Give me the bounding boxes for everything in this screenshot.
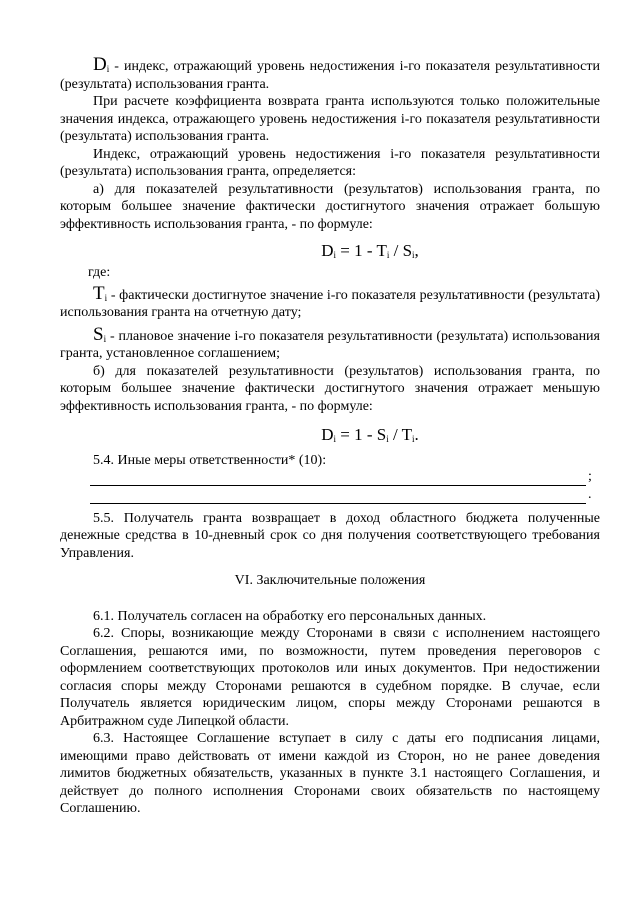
section-6 [60, 572, 600, 818]
s-definition-text: - плановое значение i-го показателя результативности (результата) использования гранта, установленное соглашением; [60, 328, 600, 361]
section-6-heading: VI. Заключительные положения [234, 573, 426, 588]
formula-b [60, 424, 640, 446]
fill-in-line-2 [90, 488, 600, 504]
index-definition-text: - индекс, отражающий уровень недостижения i-го показателя результативности (результата) использования гранта. [60, 59, 600, 92]
paragraph-6-3: 6.3. Настоящее Соглашение вступает в силу с даты его подписания лицами, имеющими право действовать от имени каждой из Сторон, но не ранее доведения лимитов бюджетных обязательств, указанных в пункте 3.1 настоящего Соглашения, и действует до полного исполнения Сторонами своих обязательств по настоящему Соглашению. [60, 731, 600, 816]
t-definition-text: - фактически достигнутое значение i-го показателя результативности (результата) использования гранта на отчетную дату; [60, 287, 600, 320]
symbol-d-sub: i [106, 64, 110, 74]
formula-b-d-sub: i [333, 434, 336, 444]
symbol-s-sub: i [103, 333, 107, 344]
s-definition [60, 323, 600, 363]
index-definition [60, 56, 600, 93]
variables-block [60, 264, 600, 415]
formula-b-t-sub: i [412, 434, 415, 444]
formula-a-s-sub: i [412, 250, 415, 260]
formula-a-d: D [321, 241, 334, 260]
formula-a-end: , [414, 241, 419, 260]
paragraph-5-5: 5.5. Получатель гранта возвращает в доход областного бюджета полученные денежные средства в 10-дневный срок со дня получения соответствующего требования Управления. [60, 510, 600, 561]
formula-a-t-sub: i [386, 250, 390, 260]
fill-in-line-1 [90, 470, 600, 486]
formula-a-mid: = 1 - T [336, 241, 387, 260]
formula-b-end: . [414, 425, 419, 444]
where-label: где: [88, 265, 111, 280]
paragraph-positive-values: При расчете коэффициента возврата гранта используются только положительные значения индекса, отражающего уровень недостижения i-го показателя результативности (результата) использования гранта. [60, 94, 600, 144]
formula-b-mid: = 1 - S [336, 425, 387, 444]
section-5-4-5-5 [60, 452, 600, 562]
paragraph-6-1: 6.1. Получатель согласен на обработку его персональных данных. [93, 608, 487, 624]
index-definition-block [60, 56, 600, 233]
symbol-t: T [93, 282, 105, 304]
fill-in-line-2-end: . [588, 487, 592, 502]
paragraph-case-b: б) для показателей результативности (результатов) использования гранта, по которым большее значение фактически достигнутого значения отражает меньшую эффективность использования гранта, - по формуле: [60, 363, 600, 414]
symbol-s: S [93, 323, 104, 345]
formula-a [60, 240, 640, 262]
t-definition [60, 282, 600, 322]
formula-b-s-sub: i [386, 434, 389, 444]
symbol-d: D [93, 54, 107, 75]
formula-a-mid2: / S [389, 241, 413, 260]
paragraph-index-determined: Индекс, отражающий уровень недостижения i-го показателя результативности (результата) использования гранта, определяется: [60, 146, 600, 179]
paragraph-case-a: а) для показателей результативности (результатов) использования гранта, по которым большее значение фактически достигнутого значения отражает большую эффективность использования гранта, - по формуле: [60, 181, 600, 232]
formula-b-mid2: / T [388, 425, 413, 444]
paragraph-6-2: 6.2. Споры, возникающие между Сторонами в связи с исполнением настоящего Соглашения, решаются ими, по возможности, путем проведения переговоров с оформлением соответствующих протоколов или иных документов. При недостижении согласия споры между Сторонами решаются в судебном порядке. В случае, если Получатель является юридическим лицом, споры между Сторонами решаются в Арбитражном суде Липецкой области. [60, 626, 600, 729]
paragraph-5-4: 5.4. Иные меры ответственности* (10): [93, 453, 327, 468]
fill-in-line-1-end: ; [588, 469, 592, 484]
symbol-t-sub: i [104, 292, 108, 303]
formula-a-d-sub: i [333, 250, 336, 260]
formula-b-d: D [321, 425, 334, 444]
